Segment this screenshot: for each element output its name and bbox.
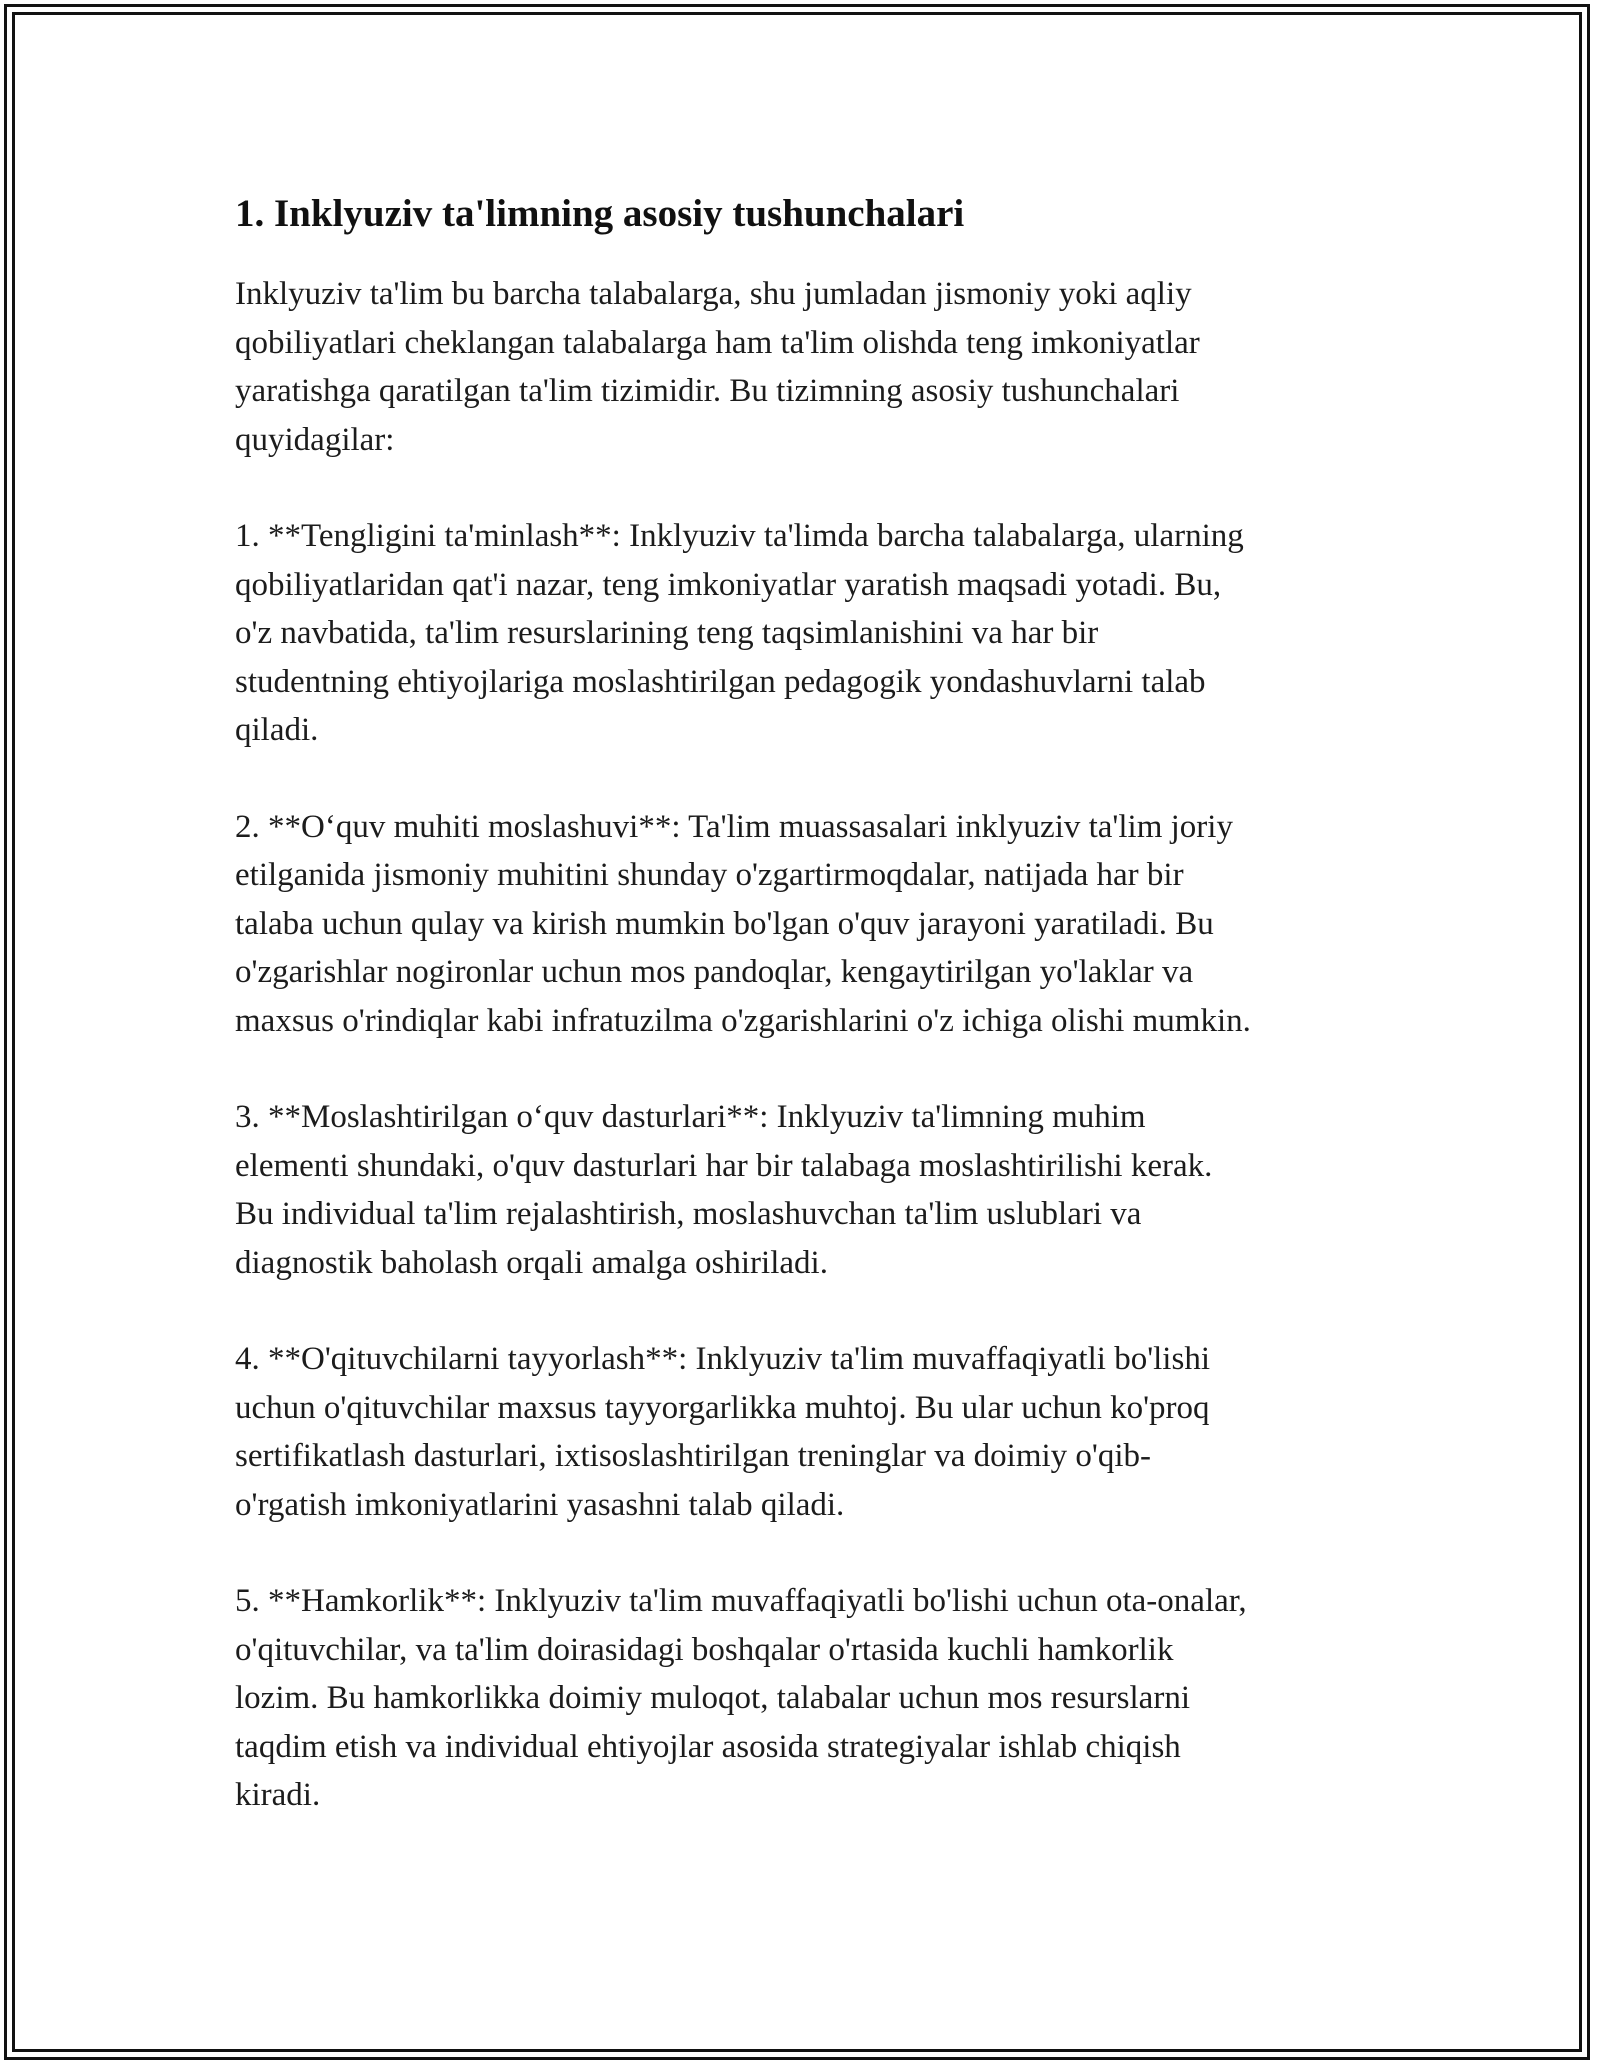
list-item-adapted-curricula: 3. **Moslashtirilgan o‘quv dasturlari**: Inklyuziv ta'limning muhim elementi shundaki, o'quv dasturlari har bir talabaga moslashtirilishi kerak. Bu individual ta'lim rejalashtirish, moslashuvchan ta'lim uslublari va diagnostik baholash orqali amalga oshiriladi. xyxy=(235,1099,1213,1281)
list-item-learning-environment: 2. **O‘quv muhiti moslashuvi**: Ta'lim muassasalari inklyuziv ta'lim joriy etilganida jismoniy muhitini shunday o'zgartirmoqdalar, natijada har bir talaba uchun qulay va kirish mumkin bo'lgan o'quv jarayoni yaratiladi. Bu o'zgarishlar nogironlar uchun mos pandoqlar, kengaytirilgan yo'laklar va maxsus o'rindiqlar kabi infratuzilma o'zgarishlarini o'z ichiga olishi mumkin. xyxy=(235,808,1251,1039)
list-item-equality: 1. **Tengligini ta'minlash**: Inklyuziv ta'limda barcha talabalarga, ularning qobiliyatlaridan qat'i nazar, teng imkoniyatlar yaratish maqsadi yotadi. Bu, o'z navbatida, ta'lim resurslarining teng taqsimlanishini va har bir studentning ehtiyojlariga moslashtirilgan pedagogik yondashuvlarni talab qiladi. xyxy=(235,518,1244,748)
document-body xyxy=(235,188,1385,1868)
document-title: 1. Inklyuziv ta'limning asosiy tushunchalari xyxy=(235,192,965,235)
intro-paragraph: Inklyuziv ta'lim bu barcha talabalarga, shu jumladan jismoniy yoki aqliy qobiliyatlari cheklangan talabalarga ham ta'lim olishda teng imkoniyatlar yaratishga qaratilgan ta'lim tizimidir. Bu tizimning asosiy tushunchalari quyidagilar: xyxy=(235,276,1200,458)
list-item-teacher-training: 4. **O'qituvchilarni tayyorlash**: Inklyuziv ta'lim muvaffaqiyatli bo'lishi uchun o'qituvchilar maxsus tayyorgarlikka muhtoj. Bu ular uchun ko'proq sertifikatlash dasturlari, ixtisoslashtirilgan treninglar va doimiy o'qib- o'rgatish imkoniyatlarini yasashni talab qiladi. xyxy=(235,1341,1210,1523)
list-item-collaboration: 5. **Hamkorlik**: Inklyuziv ta'lim muvaffaqiyatli bo'lishi uchun ota-onalar, o'qituvchilar, va ta'lim doirasidagi boshqalar o'rtasida kuchli hamkorlik lozim. Bu hamkorlikka doimiy muloqot, talabalar uchun mos resurslarni taqdim etish va individual ehtiyojlar asosida strategiyalar ishlab chiqish kiradi. xyxy=(235,1583,1247,1813)
